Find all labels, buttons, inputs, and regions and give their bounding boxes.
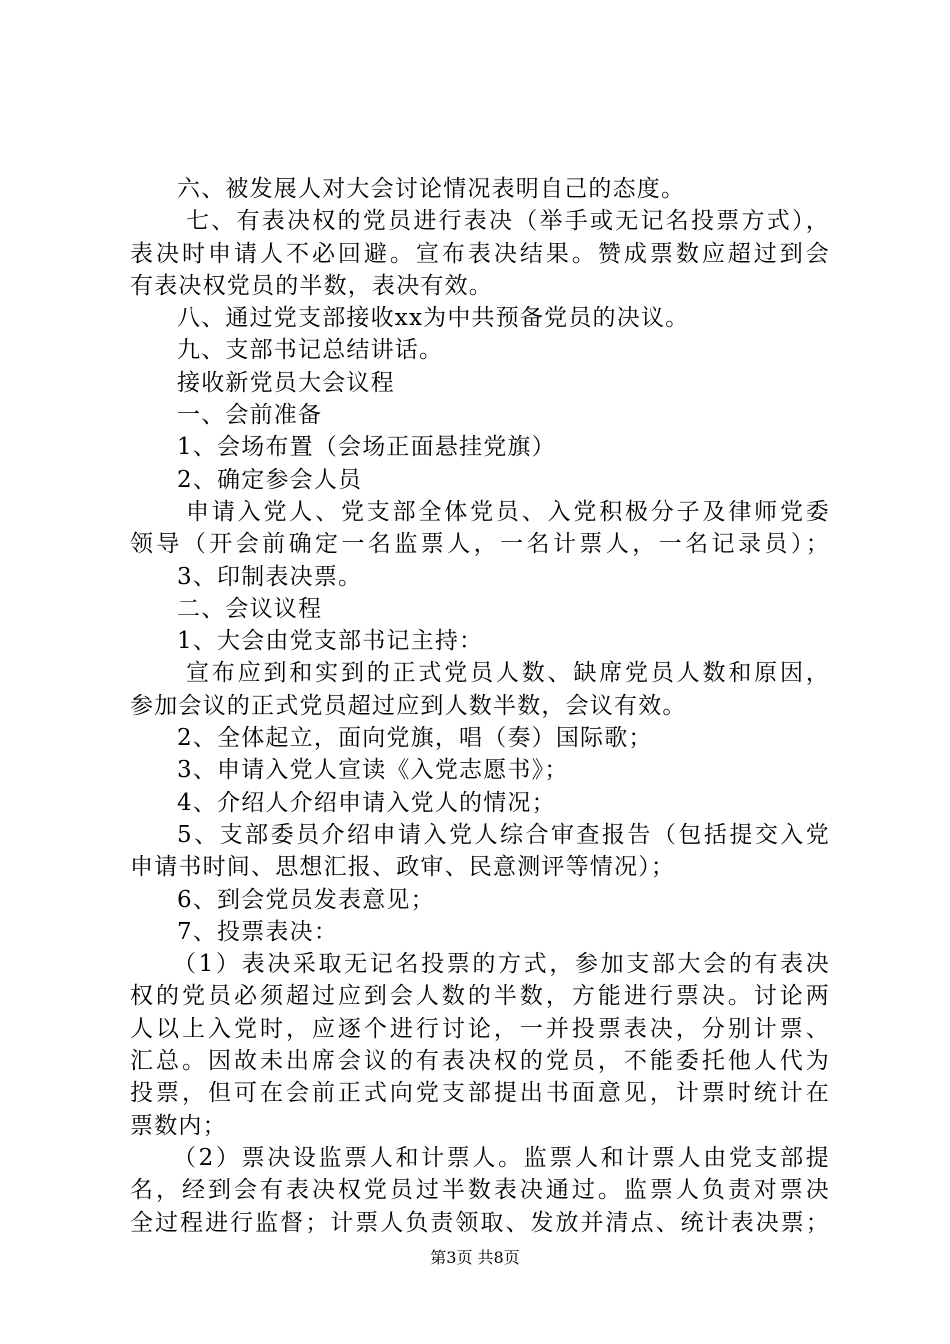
paragraph-line: 有表决权党员的半数，表决有效。 xyxy=(130,272,493,299)
paragraph-line: 申请书时间、思想汇报、政审、民意测评等情况）； xyxy=(130,854,676,881)
paragraph-line: 投票，但可在会前正式向党支部提出书面意见，计票时统计在 xyxy=(130,1080,830,1107)
paragraph-line: 全过程进行监督；计票人负责领取、发放并清点、统计表决票； xyxy=(130,1209,830,1236)
paragraph-line: 票数内； xyxy=(130,1112,227,1139)
paragraph-line: 参加会议的正式党员超过应到人数半数，会议有效。 xyxy=(130,692,687,719)
paragraph-line: 3、申请入党人宣读《入党志愿书》； xyxy=(177,757,569,784)
paragraph-line: 七、有表决权的党员进行表决（举手或无记名投票方式）， xyxy=(186,208,830,235)
page-footer xyxy=(0,1245,950,1268)
paragraph-line: （1）表决采取无记名投票的方式，参加支部大会的有表决 xyxy=(173,951,830,978)
paragraph-line: 表决时申请人不必回避。宣布表决结果。赞成票数应超过到会 xyxy=(130,240,830,267)
paragraph-line: 6、到会党员发表意见； xyxy=(177,886,435,913)
paragraph-line: 1、大会由党支部书记主持： xyxy=(177,628,484,655)
paragraph-line: 汇总。因故未出席会议的有表决权的党员，不能委托他人代为 xyxy=(130,1048,830,1075)
paragraph-line: （2）票决设监票人和计票人。监票人和计票人由党支部提 xyxy=(173,1144,830,1171)
paragraph-line: 2、确定参会人员 xyxy=(177,466,363,493)
paragraph-line: 5、支部委员介绍申请入党人综合审查报告（包括提交入党 xyxy=(177,821,830,848)
section-heading: 二、会议议程 xyxy=(177,595,323,622)
paragraph-line: 八、通过党支部接收xx为中共预备党员的决议。 xyxy=(177,305,690,332)
paragraph-line: 1、会场布置（会场正面悬挂党旗） xyxy=(177,434,556,461)
paragraph-line: 3、印制表决票。 xyxy=(177,563,363,590)
paragraph-line: 2、全体起立，面向党旗，唱（奏）国际歌； xyxy=(177,725,653,752)
paragraph-line: 权的党员必须超过应到会人数的半数，方能进行票决。讨论两 xyxy=(130,983,830,1010)
paragraph-line: 7、投票表决： xyxy=(177,918,339,945)
paragraph-line: 名，经到会有表决权党员过半数表决通过。监票人负责对票决 xyxy=(130,1177,830,1204)
section-title: 接收新党员大会议程 xyxy=(177,369,395,396)
paragraph-line: 申请入党人、党支部全体党员、入党积极分子及律师党委 xyxy=(186,498,830,525)
page-number-label: 第3页 共8页 xyxy=(430,1248,520,1267)
section-heading: 一、会前准备 xyxy=(177,402,323,429)
paragraph-line: 九、支部书记总结讲话。 xyxy=(177,337,444,364)
paragraph-line: 宣布应到和实到的正式党员人数、缺席党员人数和原因， xyxy=(186,660,830,687)
paragraph-line: 人以上入党时，应逐个进行讨论，一并投票表决，分别计票、 xyxy=(130,1015,830,1042)
paragraph-line: 领导（开会前确定一名监票人，一名计票人，一名记录员）； xyxy=(130,531,830,558)
document-body xyxy=(130,173,830,1239)
paragraph-line: 4、介绍人介绍申请入党人的情况； xyxy=(177,789,556,816)
paragraph-line: 六、被发展人对大会讨论情况表明自己的态度。 xyxy=(177,176,686,202)
